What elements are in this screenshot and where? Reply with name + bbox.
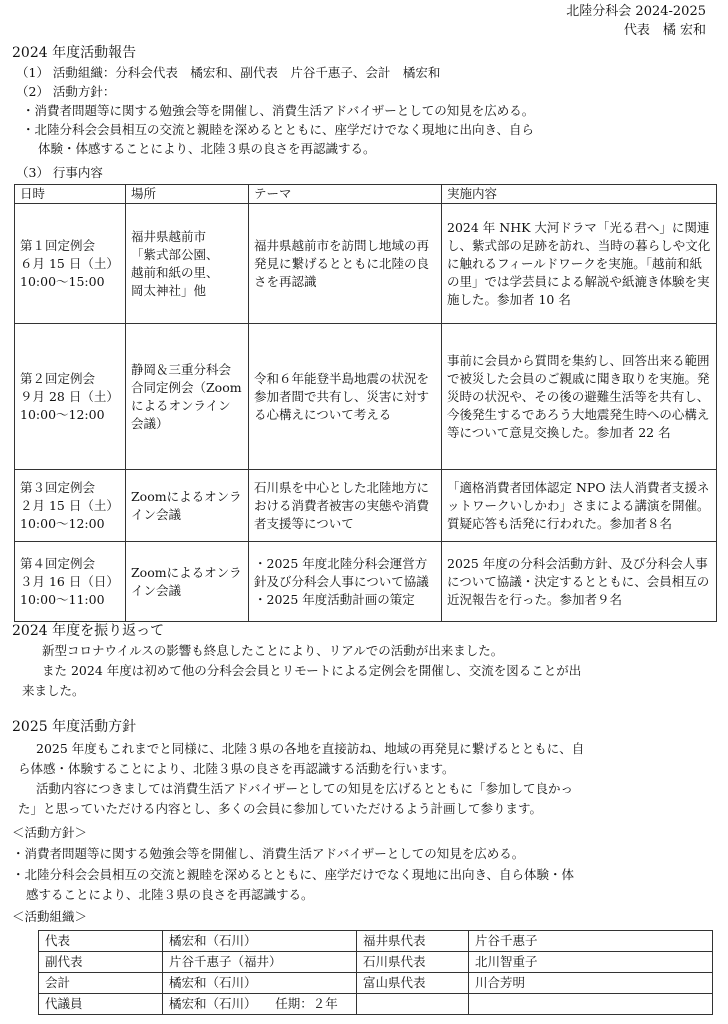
table-row xyxy=(39,973,713,994)
event-place: 福井県越前市 「紫式部公園、 越前和紙の里、 岡太神社」他 xyxy=(126,204,249,324)
org-prefecture-name: 川合芳明 xyxy=(469,973,713,994)
event-theme: ・2025 年度北陸分科会運営方針及び分科会人事について協議 ・2025 年度活動計画の策定 xyxy=(249,542,442,622)
events-header-content: 実施内容 xyxy=(442,185,717,204)
event-theme: 石川県を中心とした北陸地方における消費者被害の実態や消費者支援等について xyxy=(249,470,442,542)
policy-bullet-2a: ・北陸分科会会員相互の交流と親睦を深めるとともに、座学だけでなく現地に出向き、自ら体験・体 xyxy=(12,867,575,882)
event-content: 「適格消費者団体認定 NPO 法人消費者支援ネットワークいしかわ」さまによる講演を開催。質疑応答も活発に行われた。参加者８名 xyxy=(442,470,717,542)
review-paragraph-1: 新型コロナウイルスの影響も終息したことにより、リアルでの活動が出来ました。 xyxy=(42,643,504,658)
policy-paragraph-1b: ら体感・体験することにより、北陸３県の良さを再認識する活動を行います。 xyxy=(18,761,455,776)
review-paragraph-2a: また 2024 年度は初めて他の分科会会員とリモートによる定例会を開催し、交流を図ることが出 xyxy=(42,663,582,678)
org-prefecture-name: 片谷千惠子 xyxy=(469,931,713,952)
org-role: 会計 xyxy=(39,973,163,994)
report-policy-bullet-2a: ・北陸分科会会員相互の交流と親睦を深めるとともに、座学だけでなく現地に出向き、自ら xyxy=(22,122,535,137)
table-row xyxy=(15,470,717,542)
policy-bullet-1: ・消費者問題等に関する勉強会等を開催し、消費生活アドバイザーとしての知見を広める。 xyxy=(12,846,525,861)
events-table xyxy=(14,184,717,622)
policy-subtitle: ＜活動方針＞ xyxy=(12,825,88,840)
header-representative: 代表 橘 宏和 xyxy=(623,23,706,38)
org-prefecture-role: 富山県代表 xyxy=(357,973,469,994)
event-content: 事前に会員から質問を集約し、回答出来る範囲で被災した会員のご親戚に聞き取りを実施。発災時の状況や、その後の避難生活等を共有し、今後発生するであろう大地震発生時への心構え等について意見交換した。参加者 22 名 xyxy=(442,324,717,470)
table-row xyxy=(39,994,713,1015)
table-row xyxy=(39,931,713,952)
review-paragraph-2b: 来ました。 xyxy=(22,683,85,698)
policy-paragraph-2a: 活動内容につきましては消費生活アドバイザーとしての知見を広げるとともに「参加して良かっ xyxy=(36,781,574,796)
report-policy-bullet-2b: 体験・体感することにより、北陸３県の良さを再認識する。 xyxy=(38,141,376,156)
report-item-events: （3） 行事内容 xyxy=(16,165,103,180)
policy-paragraph-2b: た」と思っていただける内容とし、多くの会員に参加していただけるよう計画して参ります。 xyxy=(18,801,543,816)
events-table-header-row xyxy=(15,185,717,204)
organization-table xyxy=(38,930,713,1015)
document-header xyxy=(566,2,706,40)
events-header-place: 場所 xyxy=(126,185,249,204)
table-row xyxy=(15,542,717,622)
org-prefecture-name: 北川智重子 xyxy=(469,952,713,973)
event-date: 第２回定例会 ９月 28 日（土） 10:00～12:00 xyxy=(15,324,126,470)
report-title: 2024 年度活動報告 xyxy=(12,45,137,61)
org-prefecture-role: 福井県代表 xyxy=(357,931,469,952)
event-date: 第３回定例会 ２月 15 日（土） 10:00～12:00 xyxy=(15,470,126,542)
policy-bullet-2b: 感することにより、北陸３県の良さを再認識する。 xyxy=(26,887,314,902)
org-name: 橘宏和（石川） 任期：２年 xyxy=(163,994,357,1015)
policy-title: 2025 年度活動方針 xyxy=(12,719,137,735)
event-theme: 福井県越前市を訪問し地域の再発見に繋げるとともに北陸の良さを再認識 xyxy=(249,204,442,324)
event-place: Zoomによるオンライン会議 xyxy=(126,542,249,622)
table-row xyxy=(15,324,717,470)
org-prefecture-role: 石川県代表 xyxy=(357,952,469,973)
review-title: 2024 年度を振り返って xyxy=(12,623,165,639)
event-place: Zoomによるオンライン会議 xyxy=(126,470,249,542)
report-policy-bullet-1: ・消費者問題等に関する勉強会等を開催し、消費生活アドバイザーとしての知見を広める。 xyxy=(22,103,535,118)
event-place: 静岡＆三重分科会合同定例会（Zoomによるオンライン会議） xyxy=(126,324,249,470)
table-row xyxy=(39,952,713,973)
event-date: 第４回定例会 ３月 16 日（日） 10:00～11:00 xyxy=(15,542,126,622)
event-content: 2025 年度の分科会活動方針、及び分科会人事について協議・決定するとともに、会員相互の近況報告を行った。参加者９名 xyxy=(442,542,717,622)
org-role: 代表 xyxy=(39,931,163,952)
org-name: 橘宏和（石川） xyxy=(163,973,357,994)
policy-paragraph-1a: 2025 年度もこれまでと同様に、北陸３県の各地を直接訪ね、地域の再発見に繋げるとともに、自 xyxy=(36,741,585,756)
events-header-theme: テーマ xyxy=(249,185,442,204)
org-prefecture-role xyxy=(357,994,469,1015)
events-header-date: 日時 xyxy=(15,185,126,204)
header-title: 北陸分科会 2024-2025 xyxy=(566,4,706,19)
event-theme: 令和６年能登半島地震の状況を参加者間で共有し、災害に対する心構えについて考える xyxy=(249,324,442,470)
table-row xyxy=(15,204,717,324)
org-role: 副代表 xyxy=(39,952,163,973)
org-prefecture-name xyxy=(469,994,713,1015)
org-role: 代議員 xyxy=(39,994,163,1015)
org-name: 橘宏和（石川） xyxy=(163,931,357,952)
event-content: 2024 年 NHK 大河ドラマ「光る君へ」に関連し、紫式部の足跡を訪れ、当時の暮らしや文化に触れるフィールドワークを実施。「越前和紙の里」では学芸員による解説や紙漉き体験を実施した。参加者 10 名 xyxy=(442,204,717,324)
report-item-organization: （1） 活動組織：分科会代表 橘宏和、副代表 片谷千惠子、会計 橘宏和 xyxy=(16,65,441,80)
report-item-policy: （2） 活動方針： xyxy=(16,84,116,99)
organization-title: ＜活動組織＞ xyxy=(12,909,88,924)
event-date: 第１回定例会 ６月 15 日（土） 10:00～15:00 xyxy=(15,204,126,324)
org-name: 片谷千惠子（福井） xyxy=(163,952,357,973)
